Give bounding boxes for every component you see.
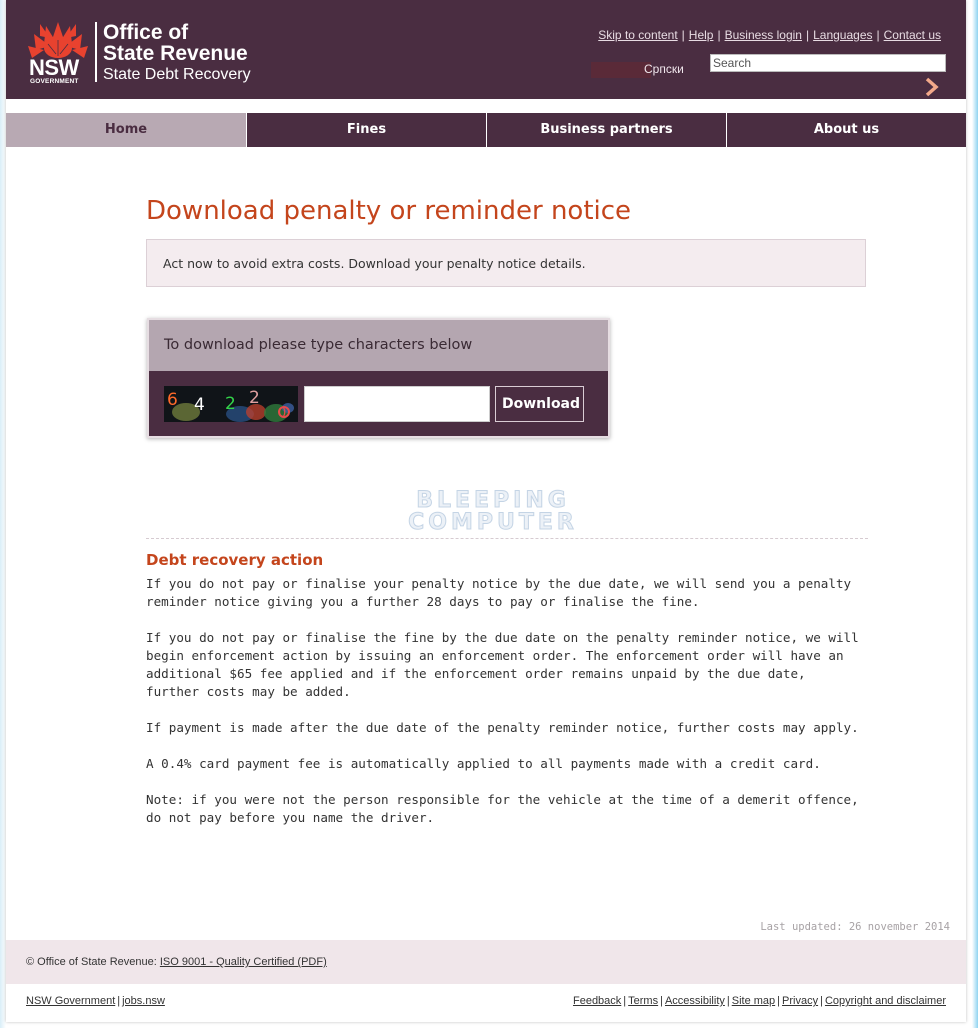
paragraph: Note: if you were not the person responsible for the vehicle at the time of a demerit offence, do not pay before you name the driver.	[146, 792, 859, 825]
search-input[interactable]	[710, 54, 946, 72]
download-button[interactable]: Download	[495, 386, 584, 422]
paragraph: A 0.4% card payment fee is automatically applied to all payments made with a credit card.	[146, 756, 821, 771]
jobs-nsw-link[interactable]: jobs.nsw	[122, 995, 165, 1007]
accessibility-link[interactable]: Accessibility	[664, 995, 725, 1007]
skip-to-content-link[interactable]: Skip to content	[598, 28, 678, 42]
svg-text:6: 6	[167, 390, 178, 410]
business-login-link[interactable]: Business login	[724, 28, 802, 42]
page-title: Download penalty or reminder notice	[146, 196, 632, 226]
separator: |	[681, 28, 685, 42]
captcha-input[interactable]	[304, 386, 490, 422]
separator: |	[726, 995, 730, 1007]
section-heading: Debt recovery action	[146, 551, 324, 569]
download-panel-body	[149, 371, 608, 436]
watermark	[398, 490, 588, 534]
site-header	[6, 0, 966, 99]
feedback-link[interactable]: Feedback	[572, 995, 622, 1007]
watermark-line-1: BLEEPING	[416, 488, 570, 513]
iso-certificate-link[interactable]: ISO 9001 - Quality Certified (PDF)	[159, 956, 327, 968]
utility-links	[598, 28, 941, 42]
separator: |	[117, 995, 121, 1007]
separator: |	[805, 28, 810, 42]
contact-us-link[interactable]: Contact us	[883, 28, 941, 42]
languages-link[interactable]: Languages	[813, 28, 873, 42]
svg-text:0: 0	[278, 406, 287, 421]
separator: |	[876, 28, 880, 42]
nsw-osr-logo[interactable]	[26, 18, 286, 88]
footer-links	[6, 984, 966, 1022]
captcha-image	[164, 386, 298, 422]
intro-notice: Act now to avoid extra costs. Download your penalty notice details.	[146, 239, 866, 287]
svg-text:2: 2	[225, 394, 236, 414]
language-strip	[591, 62, 651, 78]
paragraph: If you do not pay or finalise the fine by the due date on the penalty reminder notice, we will begin enforcement action by issuing an enforcement order. The enforcement order will have an additional $65 fee applied and if the enforcement order remains unpaid by the due date, further costs may be added.	[146, 630, 859, 699]
svg-text:2: 2	[249, 388, 260, 408]
download-panel	[147, 318, 610, 438]
government-wordmark: GOVERNMENT	[30, 78, 79, 85]
debt-recovery-text	[146, 575, 866, 845]
copyright-disclaimer-link[interactable]: Copyright and disclaimer	[824, 995, 946, 1007]
paragraph: If you do not pay or finalise your penalty notice by the due date, we will send you a penalty reminder notice giving you a further 28 days to pay or finalise the fine.	[146, 576, 852, 609]
separator: |	[660, 995, 663, 1007]
separator: |	[777, 995, 781, 1007]
nav-business-partners[interactable]: Business partners	[486, 113, 726, 147]
footer-right-links	[573, 995, 946, 1007]
last-updated: Last updated: 26 november 2014	[760, 921, 950, 933]
logo-divider	[95, 22, 97, 82]
logo-line-3: State Debt Recovery	[103, 66, 251, 83]
nsw-government-link[interactable]: NSW Government	[26, 995, 116, 1007]
main-nav	[6, 113, 966, 147]
paragraph: If payment is made after the due date of the penalty reminder notice, further costs may apply.	[146, 720, 859, 735]
download-panel-heading: To download please type characters below	[149, 320, 608, 371]
separator: |	[623, 995, 627, 1007]
copyright-text: © Office of State Revenue:	[26, 956, 157, 968]
terms-link[interactable]: Terms	[628, 995, 659, 1007]
logo-line-2: State Revenue	[103, 42, 248, 65]
separator: |	[717, 28, 721, 42]
serbian-language-link[interactable]: Српски	[644, 62, 684, 76]
help-link[interactable]: Help	[688, 28, 714, 42]
footer-left-links	[26, 995, 165, 1007]
separator: |	[820, 995, 823, 1007]
nsw-wordmark: NSW	[29, 55, 79, 80]
watermark-line-2: COMPUTER	[408, 510, 578, 535]
site-map-link[interactable]: Site map	[731, 995, 776, 1007]
svg-text:4: 4	[194, 395, 205, 415]
nav-fines[interactable]: Fines	[246, 113, 486, 147]
page	[6, 0, 966, 1022]
footer-copyright-band	[6, 940, 966, 984]
privacy-link[interactable]: Privacy	[782, 995, 819, 1007]
nav-home[interactable]: Home	[6, 113, 246, 147]
logo-line-1: Office of	[103, 21, 189, 44]
section-divider	[146, 538, 868, 539]
chevron-right-icon[interactable]	[923, 77, 941, 97]
nav-about-us[interactable]: About us	[726, 113, 966, 147]
